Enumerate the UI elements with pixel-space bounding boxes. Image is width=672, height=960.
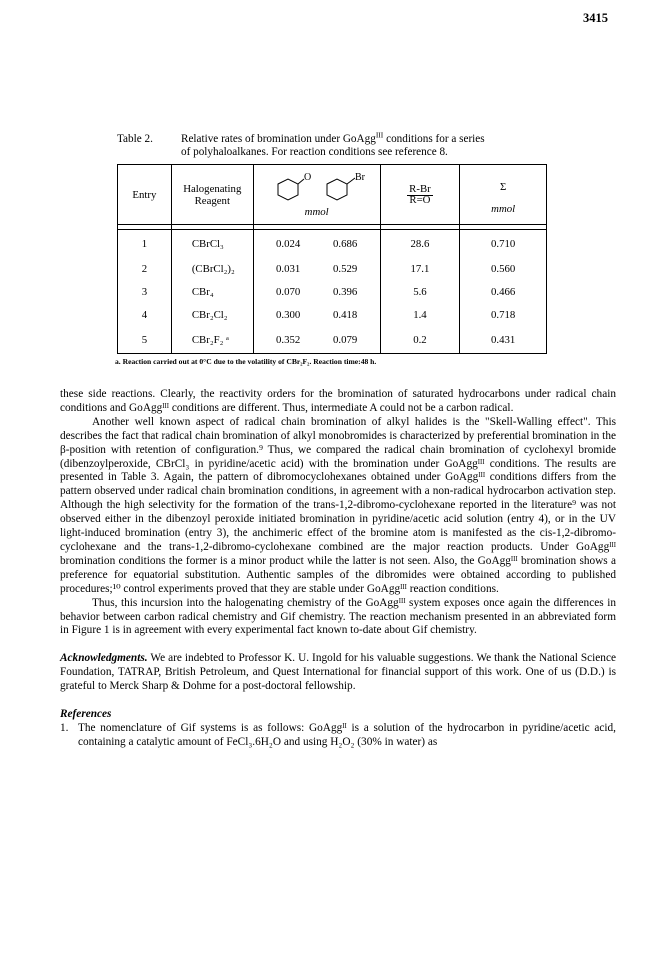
header-sum-mmol: mmol	[491, 202, 516, 215]
table-caption-line1: Relative rates of bromination under GoAgg$^{III}$ conditions for a series	[181, 130, 485, 145]
header-mmol: mmol	[304, 205, 329, 218]
paragraph-1: these side reactions. Clearly, the reactivity orders for the bromination of saturated hydrocarbons under radical chain conditions and GoAggᴵᴵᴵ conditions are different. Thus, intermediate A could not be a carbon radical.	[60, 388, 616, 414]
paragraph-3: Thus, this incursion into the halogenating chemistry of the GoAggᴵᴵᴵ system exposes once again the differences in behavior between carbon radical chemistry and Gif chemistry. The reaction mechanism presented in an abbreviated form in Figure 1 is in agreement with every experimental fact known to-date about Gif chemistry.	[60, 596, 616, 637]
references-title: References	[60, 708, 112, 721]
table-row: 2 (CBrCl₂)₂ 0.031 0.529 17.1 0.560	[118, 257, 547, 280]
data-table	[117, 164, 547, 354]
table-caption-label: Table 2.	[117, 133, 153, 145]
table-header-row	[118, 165, 547, 225]
acknowledgments-title: Acknowledgments.	[60, 652, 148, 665]
acknowledgments	[60, 652, 616, 694]
table-row: 5 CBr₂F₂ ᵃ 0.352 0.079 0.2 0.431	[118, 326, 547, 354]
header-reagent: Halogenating Reagent	[171, 165, 253, 225]
table-row: 3 CBr₄ 0.070 0.396 5.6 0.466	[118, 280, 547, 303]
bromide-br-label: Br	[355, 171, 366, 183]
ketone-o-label: O	[304, 171, 312, 183]
reference-item	[60, 722, 616, 750]
acknowledgments-text: We are indebted to Professor K. U. Ingold for his valuable suggestions. We thank the National Science Foundation, TATRAP, British Petroleum, and Quest International for financial support of this work. One of us (D.D.) is grateful to Merck Sharp & Dohme for a post-doctoral fellowship.	[60, 652, 616, 693]
page-number: 3415	[583, 11, 608, 25]
table-footnote: a. Reaction carried out at 0°C due to the volatility of CBr₂F₂. Reaction time:48 h.	[115, 357, 377, 366]
header-products	[253, 165, 380, 225]
header-ratio: $\frac{R-Br}{R=O}$	[380, 165, 460, 225]
paragraph-2: Another well known aspect of radical chain bromination of alkyl halides is the "Skell-Walling effect". This describes the fact that radical chain bromination of alkyl monobromides is characterized by preferential bromination in the β-position with retention of configuration.⁹ Thus, we compared the radical chain bromination of cyclohexyl bromide (dibenzoylperoxide, CBrCl₃ in pyridine/acetic acid) with the bromination under GoAggᴵᴵᴵ conditions. The results are presented in Table 3. Again, the pattern of dibromocyclohexanes obtained under GoAggᴵᴵᴵ conditions differs from the pattern observed under radical chain bromination conditions, in agreement with a non-radical hydrocarbon activation step. Although the high selectivity for the formation of the trans-1,2-dibromo-cyclohexane reported in the literature⁹ was not observed either in the dibenzoyl peroxide initiated bromination in pyridine/acetic acid solution (entry 4), or in the UV light-induced bromination (entry 3), the anchimeric effect of the bromine atom is manifested as the cis-1,2-dibromo-cyclohexane and the trans-1,2-dibromo-cyclohexane combined are the major reaction products. Under GoAggᴵᴵᴵ bromination conditions the former is a minor product while the latter is not seen. Also, the GoAggᴵᴵᴵ bromination shows a preference for equatorial substitution. Authentic samples of the dibromides were obtained according to published procedures;¹⁰ control experiments proved that they are stable under GoAggᴵᴵᴵ reaction conditions.	[60, 415, 616, 595]
header-entry: Entry	[118, 165, 172, 225]
body-text	[60, 388, 616, 750]
table-row: 4 CBr₂Cl₂ 0.300 0.418 1.4 0.718	[118, 303, 547, 326]
cyclohexyl-bromide-structure	[319, 172, 367, 202]
table-caption	[117, 130, 547, 158]
table-caption-line2: of polyhaloalkanes. For reaction conditions see reference 8.	[181, 145, 448, 158]
cyclohexanone-structure	[266, 172, 310, 202]
table-row: 1 CBrCl₃ 0.024 0.686 28.6 0.710	[118, 230, 547, 258]
reference-number: 1.	[60, 721, 69, 734]
reference-text: The nomenclature of Gif systems is as follows: GoAggᴵᴵ is a solution of the hydrocarbon in pyridine/acetic acid, containing a catalytic amount of FeCl₃.6H₂O and using H₂O₂ (30% in water) as	[78, 721, 616, 748]
table-2	[115, 130, 547, 366]
header-sum: Σ mmol	[460, 165, 547, 225]
